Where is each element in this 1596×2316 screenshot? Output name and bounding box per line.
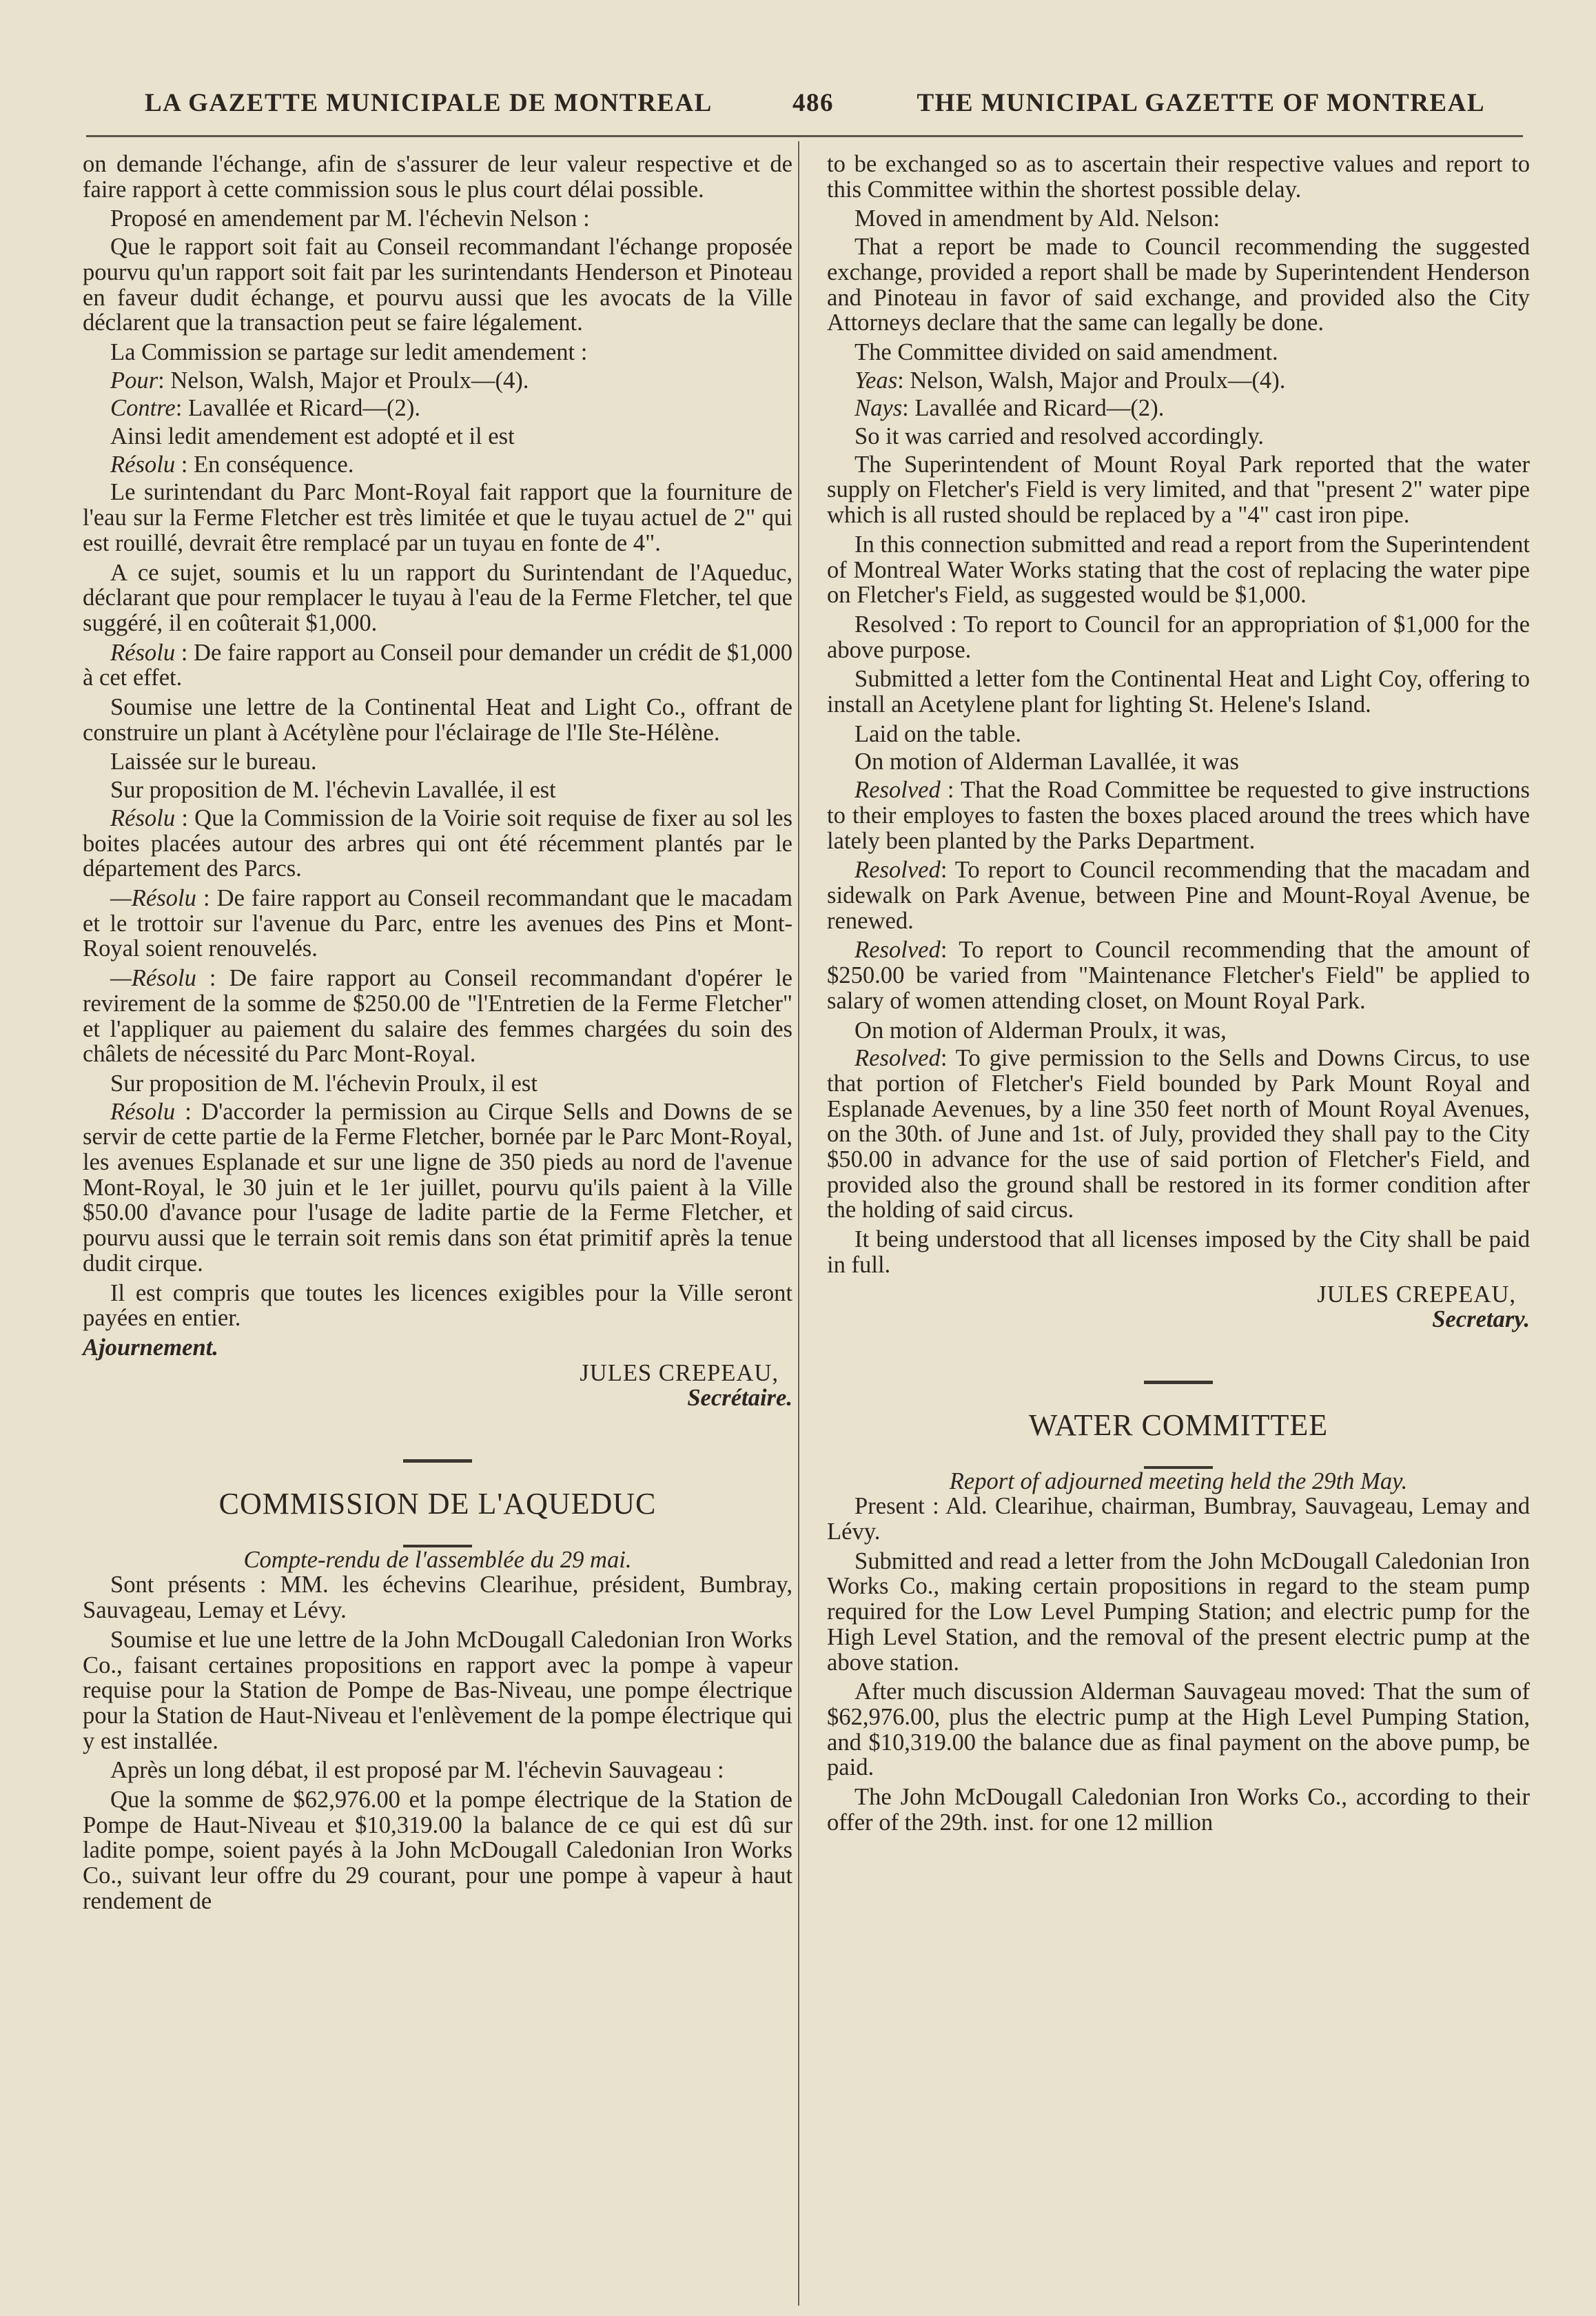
vote-line (83, 368, 792, 394)
resolution-text: : D'accorder la permission au Cirque Sells and Downs de se servir de cette partie de la Ferme Fletcher, bornée par le Parc Mont-Royal, les avenues Esplanade et sur une ligne de 350 pieds au nord de l'avenue Mont-Royal, le 30 juin et le 1er juillet, pourvu qu'ils paient à la Ville $50.00 d'avance pour l'usage de ladite partie de la Ferme Fletcher, et pourvu aussi que le terrain soit remis dans son état primitif après la tenue dudit cirque. (83, 1098, 792, 1277)
page-header (145, 88, 1485, 130)
resolution-text: : To report to Council recommending that the macadam and sidewalk on Park Avenue, between Pine and Mount-Royal Avenue, be renewed. (827, 857, 1530, 934)
resolution-text: : De faire rapport au Conseil pour demander un crédit de $1,000 à cet effet. (83, 639, 792, 691)
resolution-label: Résolu (110, 804, 176, 831)
signature-name (827, 1282, 1530, 1308)
paragraph: That a report be made to Council recommending the suggested exchange, provided a report shall be made by Superintendent Henderson and Pinoteau in favor of said exchange, and provided also the City Attorneys declare that the same can legally be done. (827, 234, 1530, 336)
header-english-title: THE MUNICIPAL GAZETTE OF MONTREAL (917, 89, 1485, 117)
paragraph: Laid on the table. (855, 720, 1021, 747)
signature-title (83, 1385, 792, 1411)
paragraph: Soumise et lue une lettre de la John McDougall Caledonian Iron Works Co., faisant certaines propositions en rapport avec la pompe à vapeur requise pour la Station de Pompe de Bas-Niveau, une pompe électrique pour la Station de Haut-Niveau et l'enlèvement de la pompe électrique qui y est installée. (83, 1626, 792, 1754)
section-subtitle: Report of adjourned meeting held the 29th May. (949, 1467, 1408, 1494)
paragraph: After much discussion Alderman Sauvageau moved: That the sum of $62,976.00, plus the electric pump at the High Level Pumping Station, and $10,319.00 the balance due as final payment on the above pump, be paid. (827, 1678, 1530, 1781)
paragraph: Soumise une lettre de la Continental Heat and Light Co., offrant de construire un plant à Acétylène pour l'éclairage de l'Ile Ste-Hélène. (83, 694, 792, 746)
section-title: COMMISSION DE L'AQUEDUC (218, 1487, 657, 1521)
resolution (83, 886, 792, 962)
vote-label: Nays (855, 395, 903, 422)
paragraph: Sur proposition de M. l'échevin Proulx, il est (110, 1070, 538, 1097)
vote-text: : Lavallée and Ricard—(2). (902, 395, 1165, 422)
resolution (83, 966, 792, 1067)
section-separator (403, 1459, 472, 1463)
resolution-label: Résolu (110, 1098, 176, 1125)
english-column (827, 152, 1530, 1839)
resolution (827, 937, 1530, 1013)
paragraph: Submitted and read a letter from the John McDougall Caledonian Iron Works Co., making certain propositions in regard to the steam pump required for the Low Level Pumping Station; and electric pump for the High Level Station, and the removal of the present electric pump at the above station. (827, 1547, 1530, 1676)
vote-label: Yeas (855, 367, 898, 394)
paragraph: on demande l'échange, afin de s'assurer de leur valeur respective et de faire rapport à cette commission sous le plus court délai possible. (83, 151, 792, 203)
vote-label: Contre (110, 395, 176, 422)
resolution (83, 452, 792, 478)
resolution (83, 806, 792, 882)
resolution (83, 1099, 792, 1277)
paragraph: La Commission se partage sur ledit amendement : (110, 338, 588, 365)
paragraph: Present : Ald. Clearihue, chairman, Bumbray, Sauvageau, Lemay and Lévy. (827, 1493, 1530, 1545)
column-divider (798, 141, 799, 2306)
paragraph: The John McDougall Caledonian Iron Works Co., according to their offer of the 29th. inst. for one 12 million (827, 1784, 1530, 1836)
resolution-label: Resolved (855, 857, 941, 884)
page-number: 486 (792, 89, 834, 117)
paragraph: Que la somme de $62,976.00 et la pompe électrique de la Station de Pompe de Haut-Niveau et $10,319.00 la balance de ce qui est dû sur ladite pompe, soient payés à la John McDougall Caledonian Iron Works Co., suivant leur offre du 29 courant, pour une pompe à vapeur à haut rendement de (83, 1787, 792, 1914)
paragraph: Proposé en amendement par M. l'échevin Nelson : (110, 205, 590, 232)
resolution (827, 857, 1530, 933)
resolution-text: : To report to Council recommending that the amount of $250.00 be varied from "Maintenance Fletcher's Field" be applied to salary of women attending closet, on Mount Royal Park. (827, 937, 1530, 1014)
french-column (83, 152, 792, 1918)
signature-name (83, 1361, 792, 1386)
paragraph: Que le rapport soit fait au Conseil recommandant l'échange proposée pourvu qu'un rapport soit fait par les surintendants Henderson et Pinoteau en faveur dudit échange, et pourvu aussi que les avocats de la Ville déclarent que la transaction peut se faire légalement. (83, 234, 792, 336)
paragraph: Le surintendant du Parc Mont-Royal fait rapport que la fourniture de l'eau sur la Ferme Fletcher est très limitée et que le tuyau actuel de 2" qui est rouillé, devrait être remplacé par un tuyau en fonte de 4". (83, 479, 792, 556)
header-rule (86, 135, 1523, 137)
header-french-title: LA GAZETTE MUNICIPALE DE MONTREAL (145, 89, 713, 117)
resolution-text: : En conséquence. (175, 451, 354, 478)
section-separator (1144, 1381, 1213, 1384)
resolution (827, 1046, 1530, 1223)
signature-name-text: JULES CREPEAU, (580, 1359, 779, 1386)
resolution-text: : De faire rapport au Conseil recommandant que le macadam et le trottoir sur l'avenue du Parc, entre les avenues des Pins et Mont-Royal soient renouvelés. (83, 884, 792, 962)
vote-line (83, 396, 792, 421)
paragraph: It being understood that all licenses imposed by the City shall be paid in full. (827, 1226, 1530, 1278)
vote-text: : Nelson, Walsh, Major et Proulx—(4). (158, 367, 529, 394)
vote-text: : Nelson, Walsh, Major and Proulx—(4). (897, 367, 1286, 394)
paragraph: So it was carried and resolved accordingly. (855, 423, 1265, 450)
resolution-text: : De faire rapport au Conseil recommandant d'opérer le revirement de la somme de $250.00 de "l'Entretien de la Ferme Fletcher" et l'appliquer au paiement du salaire des femmes chargées du soin des châlets de nécessité du Parc Mont-Royal. (83, 965, 792, 1068)
resolution-text: : That the Road Committee be requested to give instructions to their employes to fasten the boxes placed around the trees which have lately been planted by the Parks Department. (827, 777, 1530, 854)
vote-line (827, 368, 1530, 394)
resolution-text: : To give permission to the Sells and Downs Circus, to use that portion of Fletcher's Field bounded by Park Mount Royal and Esplanade Aevenues, by a line 350 feet north of Mount Royal Avenues, on the 30th. of June and 1st. of July, provided they shall pay to the City $50.00 in advance for the use of said portion of Fletcher's Field, and provided also the ground shall be restored in its former condition after the holding of said circus. (827, 1045, 1530, 1223)
signature-name-text: JULES CREPEAU, (1317, 1281, 1516, 1308)
paragraph: Il est compris que toutes les licences exigibles pour la Ville seront payées en entier. (83, 1279, 792, 1332)
section-subtitle: Compte-rendu de l'assemblée du 29 mai. (243, 1546, 632, 1573)
resolution (827, 778, 1530, 853)
signature-title-text: Secretary. (1432, 1306, 1530, 1333)
paragraph: The Committee divided on said amendment. (855, 338, 1278, 365)
paragraph: In this connection submitted and read a report from the Superintendent of Montreal Water Works stating that the cost of replacing the water pipe on Fletcher's Field, as suggested would be $1,000. (827, 531, 1530, 609)
signature-title (827, 1307, 1530, 1332)
paragraph: Ainsi ledit amendement est adopté et il est (110, 423, 515, 450)
vote-label: Pour (110, 367, 158, 394)
paragraph: Submitted a letter fom the Continental Heat and Light Coy, offering to install an Acetylene plant for lighting St. Helene's Island. (827, 666, 1530, 718)
paragraph: A ce sujet, soumis et lu un rapport du Surintendant de l'Aqueduc, déclarant que pour remplacer le tuyau à l'eau de la Ferme Fletcher, tel que suggéré, il en coûterait $1,000. (83, 559, 792, 636)
resolution-label: —Résolu (110, 965, 196, 992)
paragraph: The Superintendent of Mount Royal Park reported that the water supply on Fletcher's Field is very limited, and that "present 2" water pipe which is all rusted should be replaced by a "4" cast iron pipe. (827, 451, 1530, 529)
resolution-label: Résolu (110, 451, 176, 478)
paragraph: Moved in amendment by Ald. Nelson: (855, 205, 1220, 232)
resolution-label: Resolved (855, 937, 941, 964)
paragraph: Sont présents : MM. les échevins Clearihue, président, Bumbray, Sauvageau, Lemay et Lévy. (83, 1572, 792, 1624)
resolution-label: Resolved (855, 1045, 941, 1072)
adjournment: Ajournement. (83, 1334, 218, 1361)
paragraph: Sur proposition de M. l'échevin Lavallée, il est (110, 777, 556, 804)
resolution-label: Résolu (110, 639, 176, 666)
resolution-label: —Résolu (110, 884, 196, 911)
vote-text: : Lavallée et Ricard—(2). (175, 395, 421, 422)
resolution-text: : Que la Commission de la Voirie soit requise de fixer au sol les boites placées autour des arbres qui ont été récemment plantés par le département des Parcs. (83, 804, 792, 882)
resolution (83, 640, 792, 691)
signature-title-text: Secrétaire. (687, 1385, 792, 1412)
resolution-label: Resolved (855, 777, 941, 804)
section-title: WATER COMMITTEE (1028, 1408, 1329, 1442)
vote-line (827, 396, 1530, 421)
paragraph: to be exchanged so as to ascertain their respective values and report to this Committee within the shortest possible delay. (827, 151, 1530, 203)
paragraph: On motion of Alderman Proulx, it was, (855, 1017, 1227, 1044)
paragraph: On motion of Alderman Lavallée, it was (855, 749, 1239, 775)
paragraph: Laissée sur le bureau. (110, 749, 317, 775)
paragraph: Après un long débat, il est proposé par M. l'échevin Sauvageau : (110, 1757, 724, 1784)
paragraph: Resolved : To report to Council for an appropriation of $1,000 for the above purpose. (827, 611, 1530, 663)
